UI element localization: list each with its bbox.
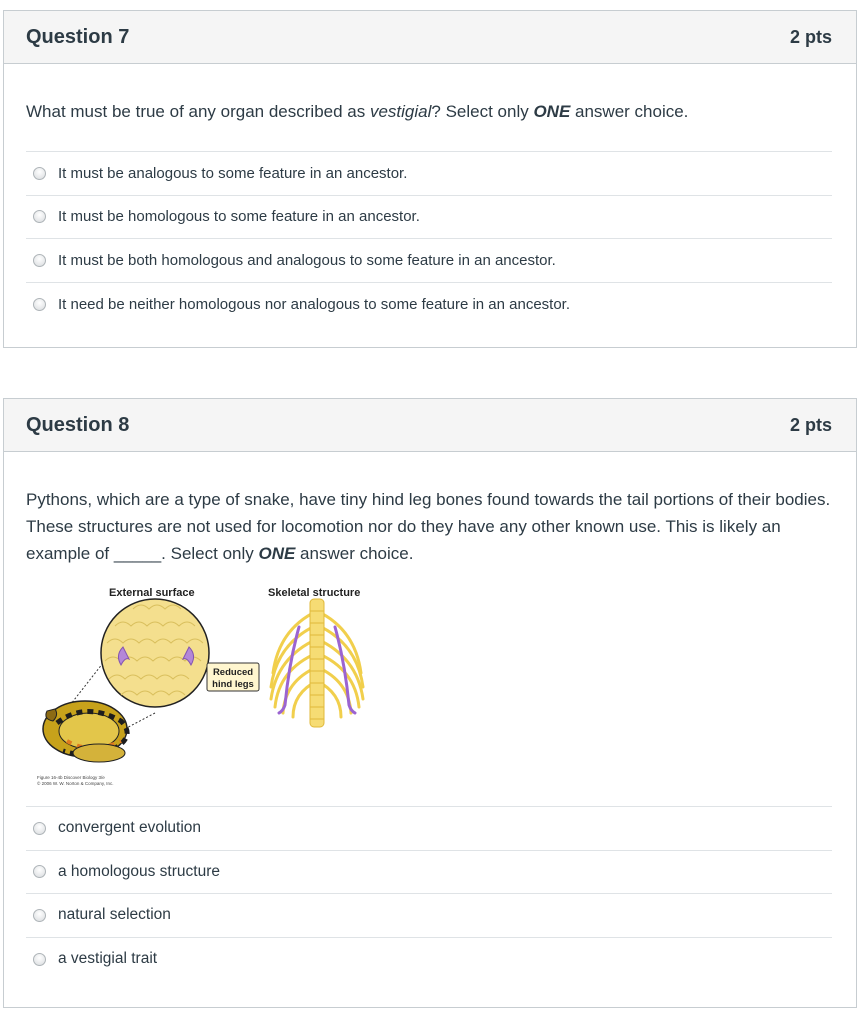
answer-label: It must be both homologous and analogous to some feature in an ancestor. [58,251,556,269]
python-snake-icon [43,701,127,762]
question-7-card [3,10,857,348]
radio-button[interactable] [33,254,46,267]
answer-option[interactable] [26,894,832,938]
skeleton-ribcage [271,599,363,727]
answer-list [26,151,832,326]
question-text-part: ? Select only [431,102,534,121]
question-text [4,98,856,125]
question-title: Question 7 [26,25,130,48]
question-8-card [3,398,857,1008]
answer-option[interactable] [26,196,832,240]
answer-option[interactable] [26,239,832,283]
question-text-part: What must be true of any organ described as [26,102,370,121]
radio-button[interactable] [33,210,46,223]
question-points: 2 pts [789,414,832,435]
answer-option[interactable] [26,851,832,895]
radio-button[interactable] [33,167,46,180]
label-skeletal-structure: Skeletal structure [268,587,361,599]
radio-button[interactable] [33,909,46,922]
question-text-italic: vestigial [369,102,432,121]
python-figure [37,581,377,796]
answer-label: It need be neither homologous nor analogous to some feature in an ancestor. [58,295,571,313]
answer-option[interactable] [26,938,832,982]
question-title: Question 8 [26,413,130,436]
answer-label: a vestigial trait [58,950,158,968]
radio-button[interactable] [33,953,46,966]
label-reduced: Reduced [212,667,254,678]
radio-button[interactable] [33,822,46,835]
question-text-part: answer choice. [295,544,414,563]
radio-button[interactable] [33,298,46,311]
radio-button[interactable] [33,865,46,878]
answer-option[interactable] [26,283,832,327]
answer-label: It must be homologous to some feature in an ancestor. [58,208,420,226]
question-text-part: answer choice. [570,102,689,121]
question-text-emphasis: ONE [258,544,296,563]
figure-credit: Figure 16-4b Discover Biology 3/e [37,775,105,780]
figure-credit: © 2006 W. W. Norton & Company, Inc. [37,781,114,786]
question-points: 2 pts [789,26,832,47]
answer-label: convergent evolution [58,819,202,837]
answer-list [26,806,832,981]
question-header [4,399,856,452]
question-text [4,486,856,567]
question-text-part: Pythons, which are a type of snake, have tiny hind leg bones found towards the tail portions of their bodies. These structures are not used for locomotion nor do they have any other known use. This is likely an example of _____. Select only [26,490,831,563]
answer-label: It must be analogous to some feature in an ancestor. [58,164,408,182]
spine [310,599,324,727]
label-hind-legs: hind legs [212,679,254,690]
python-figure-illustration [37,581,377,796]
label-external-surface: External surface [109,587,195,599]
answer-label: a homologous structure [58,862,220,880]
answer-option[interactable] [26,807,832,851]
answer-label: natural selection [58,906,171,924]
question-text-emphasis: ONE [533,102,571,121]
answer-option[interactable] [26,152,832,196]
question-header [4,11,856,64]
